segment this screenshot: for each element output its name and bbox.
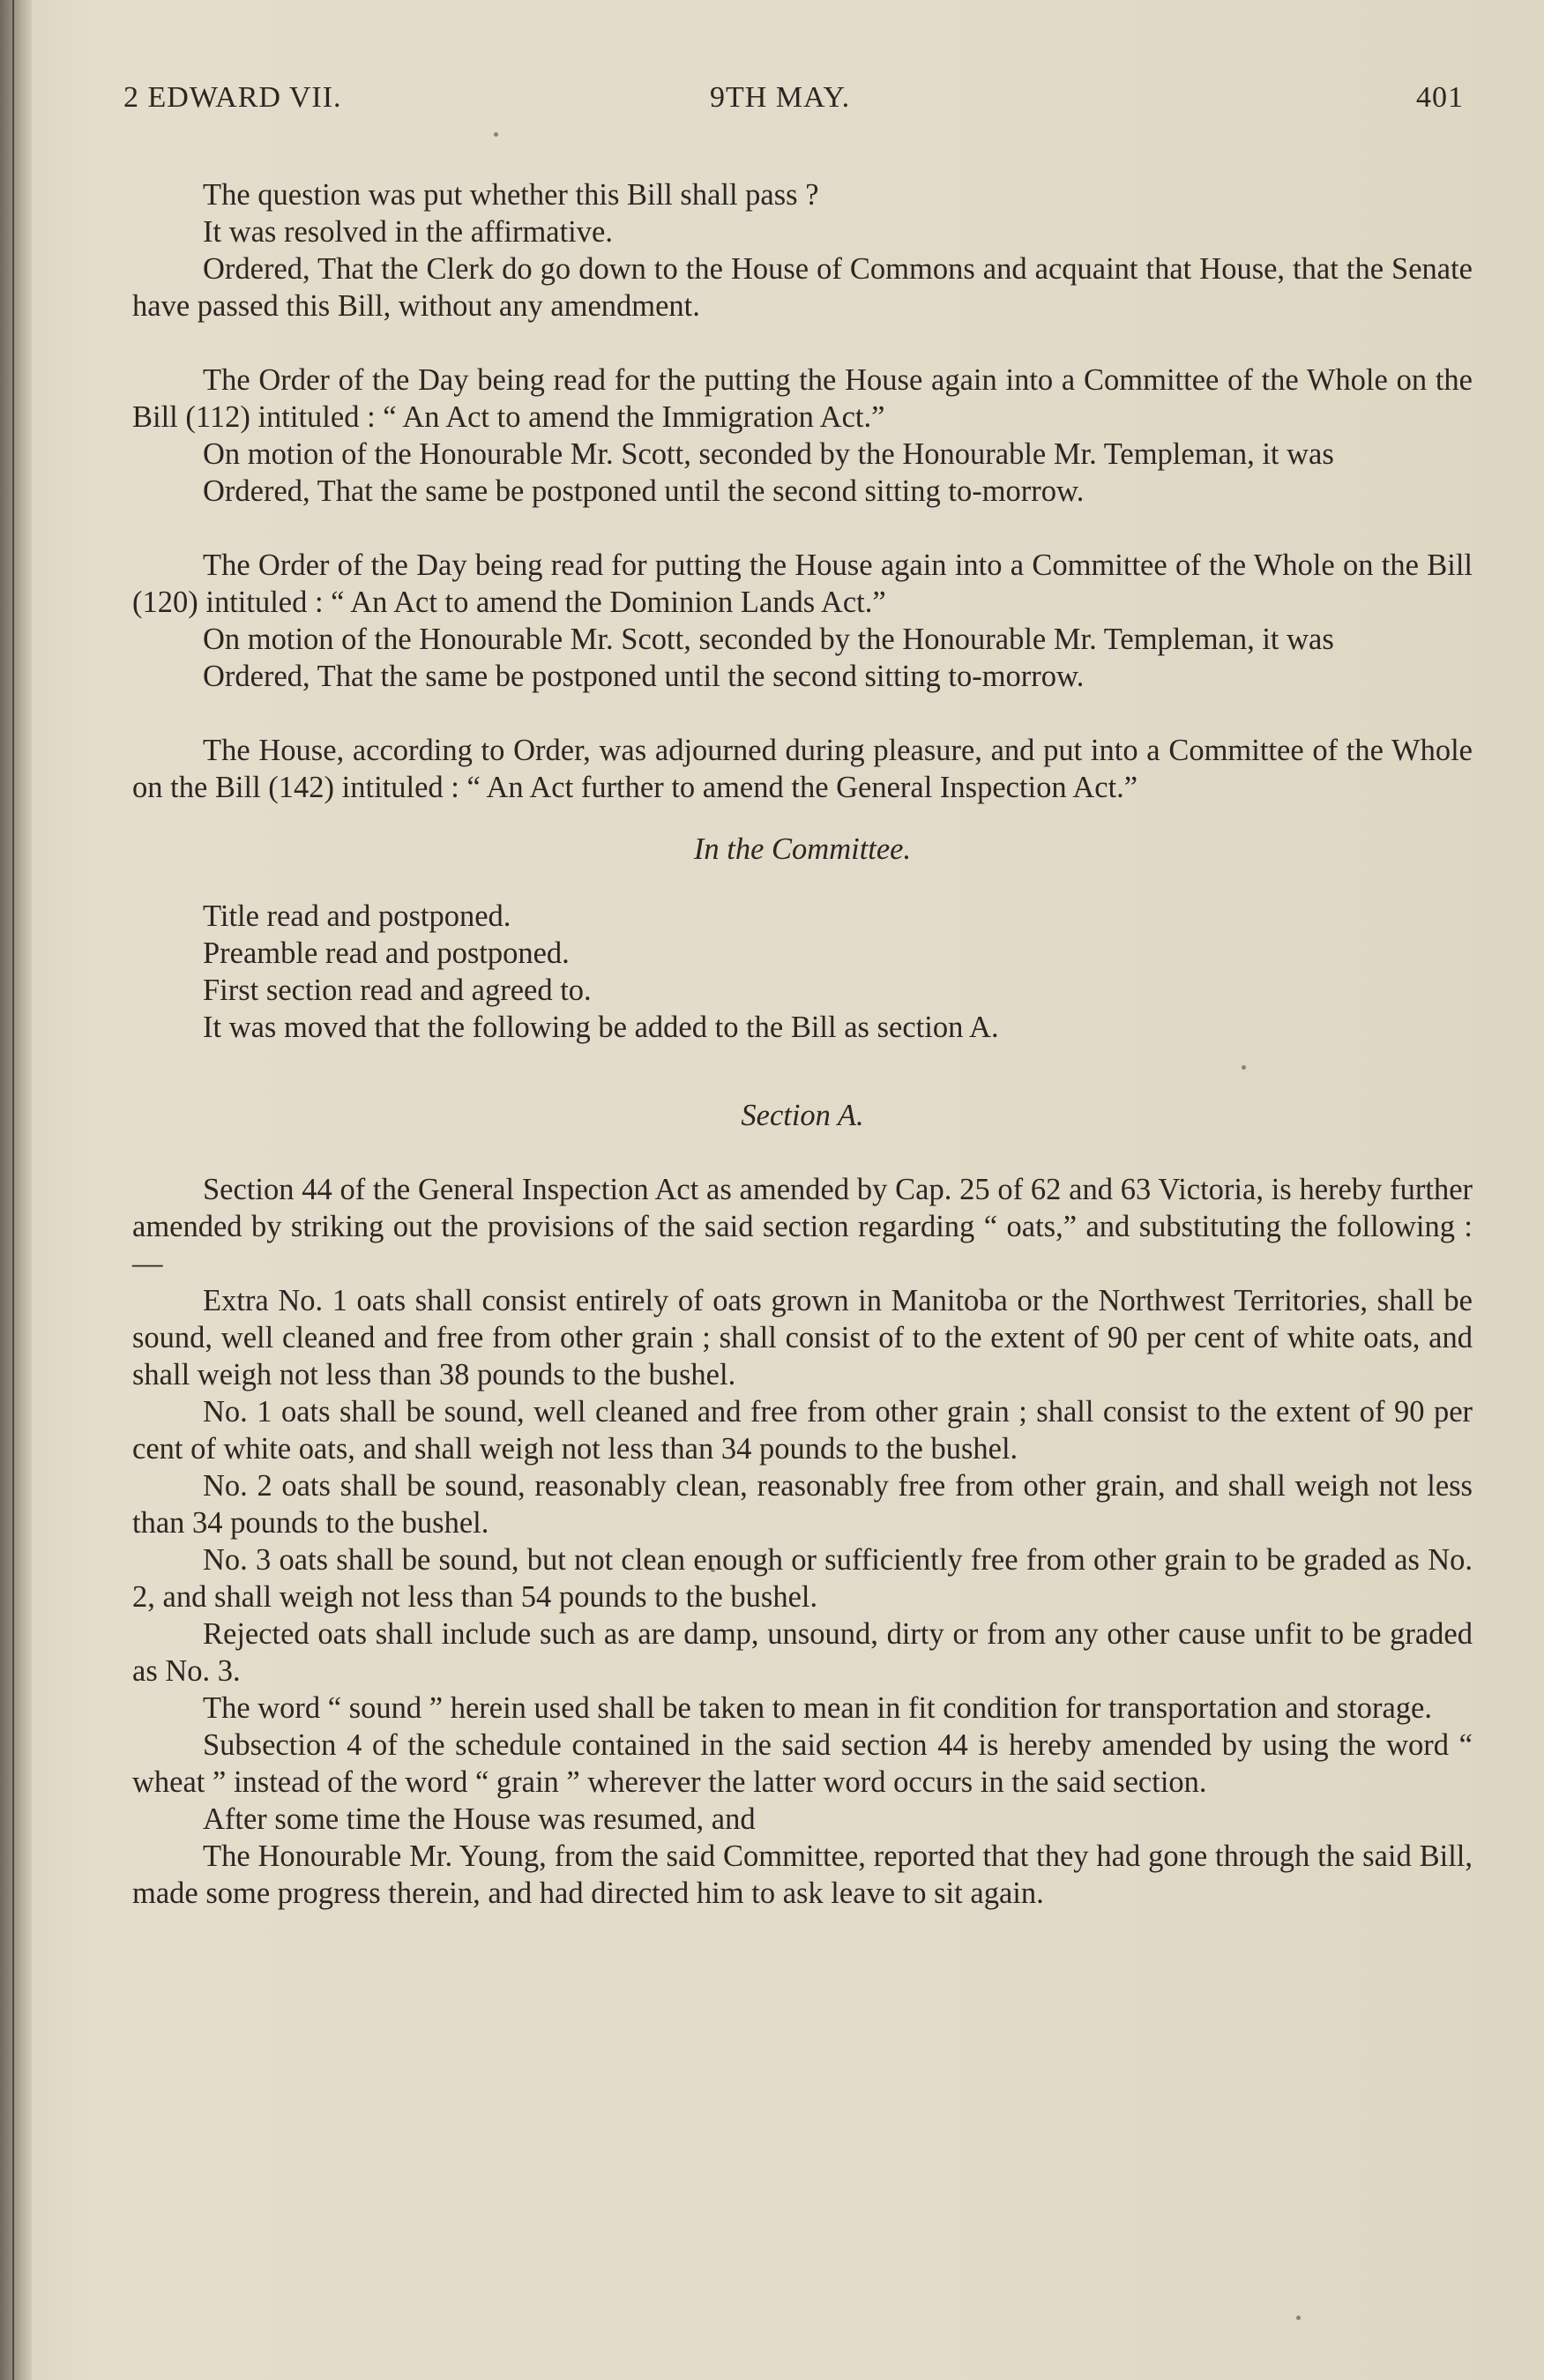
subheading-in-committee: In the Committee. — [693, 832, 912, 866]
paragraph: Title read and postponed. — [203, 899, 511, 933]
paragraph: No. 3 oats shall be sound, but not clean enough or sufficiently free from other grain to be graded as No. 2, and shall weigh not less than 54 pounds to the bushel. — [132, 1543, 1473, 1614]
paragraph: Extra No. 1 oats shall consist entirely of oats grown in Manitoba or the Northwest Territories, shall be sound, well cleaned and free from other grain ; shall consist of to the extent of 90 per cent of white oats, and shall weigh not less than 38 pounds to the bushel. — [132, 1284, 1473, 1391]
paragraph: Ordered, That the Clerk do go down to the House of Commons and acquaint that House, that the Senate have passed this Bill, without any amendment. — [132, 252, 1473, 323]
paragraph: It was moved that the following be added to the Bill as section A. — [203, 1011, 999, 1044]
paragraph: Ordered, That the same be postponed until the second sitting to-morrow. — [203, 474, 1085, 508]
paragraph: No. 1 oats shall be sound, well cleaned and free from other grain ; shall consist to the extent of 90 per cent of white oats, and shall weigh not less than 34 pounds to the bushel. — [132, 1395, 1473, 1466]
header-regnal-year: 2 EDWARD VII. — [123, 81, 342, 114]
paper-speck — [1296, 2316, 1301, 2320]
paragraph: Preamble read and postponed. — [203, 936, 570, 970]
page-binding-shadow — [0, 0, 32, 2380]
paragraph: After some time the House was resumed, and — [203, 1802, 756, 1836]
paragraph: On motion of the Honourable Mr. Scott, seconded by the Honourable Mr. Templeman, it was — [203, 437, 1334, 471]
paragraph: The question was put whether this Bill shall pass ? — [203, 178, 819, 212]
paragraph: It was resolved in the affirmative. — [203, 215, 613, 249]
paragraph: Ordered, That the same be postponed until the second sitting to-morrow. — [203, 660, 1085, 693]
paragraph: The House, according to Order, was adjourned during pleasure, and put into a Committee of the Whole on the Bill (142) intituled : “ An Act further to amend the General Inspection Act.” — [132, 734, 1473, 804]
binding-edge-line — [12, 0, 14, 2380]
paragraph: No. 2 oats shall be sound, reasonably clean, reasonably free from other grain, and shall weigh not less than 34 pounds to the bushel. — [132, 1469, 1473, 1540]
paragraph: On motion of the Honourable Mr. Scott, seconded by the Honourable Mr. Templeman, it was — [203, 623, 1334, 656]
paragraph: The Order of the Day being read for putting the House again into a Committee of the Whole on the Bill (120) intituled : “ An Act to amend the Dominion Lands Act.” — [132, 548, 1473, 619]
paragraph: Section 44 of the General Inspection Act as amended by Cap. 25 of 62 and 63 Victoria, is hereby further amended by striking out the provisions of the said section regarding “ oats,” and substituting the following :— — [132, 1173, 1473, 1280]
paragraph: Rejected oats shall include such as are damp, unsound, dirty or from any other cause unfit to be graded as No. 3. — [132, 1617, 1473, 1688]
running-header — [123, 81, 1464, 134]
header-date: 9TH MAY. — [710, 81, 851, 114]
paragraph: The word “ sound ” herein used shall be taken to mean in fit condition for transportation and storage. — [203, 1691, 1432, 1725]
paragraph: Subsection 4 of the schedule contained in the said section 44 is hereby amended by using the word “ wheat ” instead of the word “ grain ” wherever the latter word occurs in the said section. — [132, 1728, 1473, 1799]
paragraph: The Order of the Day being read for the putting the House again into a Committee of the Whole on the Bill (112) intituled : “ An Act to amend the Immigration Act.” — [132, 363, 1473, 434]
paragraph: The Honourable Mr. Young, from the said Committee, reported that they had gone through the said Bill, made some progress therein, and had directed him to ask leave to sit again. — [132, 1839, 1473, 1910]
page-number: 401 — [1416, 81, 1464, 114]
subheading-section-a: Section A. — [741, 1099, 864, 1132]
paragraph: First section read and agreed to. — [203, 974, 592, 1007]
journal-text — [132, 176, 1473, 1912]
